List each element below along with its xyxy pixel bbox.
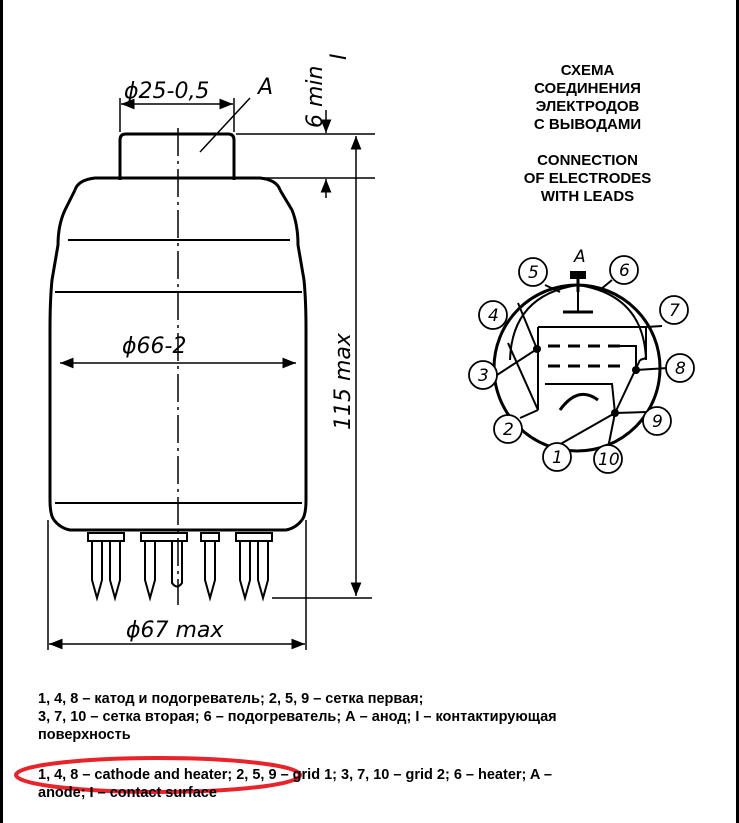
pin-7-label: 7	[669, 301, 680, 321]
caption-ru-line-2: 3, 7, 10 – сетка вторая; 6 – подогреватель; А – анод; I – контактирующая	[38, 709, 557, 725]
total-height-text: 115 max	[331, 333, 356, 430]
body-diameter-text: ϕ66-2	[122, 334, 187, 359]
caption-en	[38, 766, 718, 802]
top-diameter-text: ϕ25-0,5	[124, 79, 210, 104]
pin-9-label: 9	[652, 412, 663, 432]
title-en-line-3: WITH LEADS	[540, 188, 635, 205]
label-a-text: A	[258, 75, 274, 100]
pin-3-label: 3	[478, 366, 489, 386]
pin-2-label: 2	[503, 420, 514, 440]
caption-en-line-2: anode; I – contact surface	[38, 785, 217, 801]
caption-en-line-1: 1, 4, 8 – cathode and heater; 2, 5, 9 – grid 1; 3, 7, 10 – grid 2; 6 – heater; A –	[38, 767, 552, 783]
title-ru-line-2: СОЕДИНЕНИЯ	[534, 80, 641, 97]
min-height-text: 6 min	[303, 65, 328, 128]
pin-5-label: 5	[528, 263, 539, 283]
caption-ru	[38, 690, 718, 744]
caption-ru-line-1: 1, 4, 8 – катод и подогреватель; 2, 5, 9 – сетка первая;	[38, 691, 424, 707]
label-i-text: I	[327, 53, 352, 60]
title-ru	[500, 62, 675, 134]
title-ru-line-1: СХЕМА	[560, 62, 615, 79]
caption-ru-line-3: поверхность	[38, 727, 131, 743]
pin-schematic	[469, 256, 694, 473]
pin-10-label: 10	[598, 450, 620, 470]
base-pins	[88, 533, 272, 598]
pin-6-label: 6	[619, 261, 630, 281]
title-en-line-2: OF ELECTRODES	[523, 170, 652, 187]
pin-1-label: 1	[552, 448, 563, 468]
pin-4-label: 4	[488, 306, 499, 326]
title-en-line-1: CONNECTION	[537, 152, 638, 169]
title-en	[500, 152, 675, 206]
pin-8-label: 8	[675, 359, 686, 379]
title-ru-line-4: С ВЫВОДАМИ	[533, 116, 642, 133]
schematic-anode-label: A	[574, 247, 586, 267]
title-ru-line-3: ЭЛЕКТРОДОВ	[535, 98, 640, 115]
base-diameter-text: ϕ67 max	[126, 618, 224, 643]
